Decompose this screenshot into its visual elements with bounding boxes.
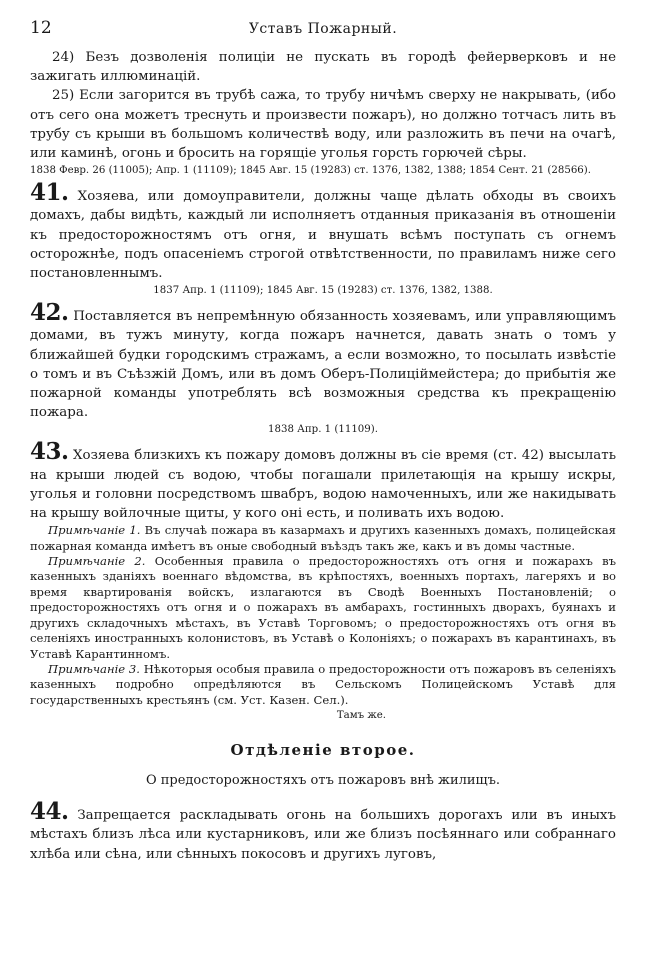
item-25: 25) Если загорится въ трубѣ сажа, то трубу ничѣмъ сверху не накрывать, (ибо отъ сего она можетъ треснуть и произвести пожаръ), но должно тотчасъ лить въ трубу съ крыши въ большомъ количествѣ воду, или разложить въ печи на очагѣ, или каминѣ, огонь и бросить на горящіе уголья горсть горючей сѣры. <box>30 88 616 162</box>
note-text: Въ случаѣ пожара въ казармахъ и другихъ казенныхъ домахъ, полицейская пожарная команда имѣетъ въ оные свободный въѣздъ такъ же, какъ и въ домы частные. <box>30 523 616 553</box>
note-3 <box>30 662 616 708</box>
article-number: 42. <box>30 299 69 327</box>
note-text: Особенныя правила о предосторожностяхъ отъ огня и пожарахъ въ казенныхъ зданіяхъ военнаго вѣдомства, въ крѣпостяхъ, военныхъ портахъ, лагеряхъ и во время квартированія войскъ, излагаются въ Сводѣ Военныхъ Постановленій; о предосторожностяхъ отъ огня и о пожарахъ въ амбарахъ, гостинныхъ дворахъ, буянахъ и другихъ складочныхъ мѣстахъ, въ Уставѣ Торговомъ; о предосторожностяхъ отъ огня въ селеніяхъ иностранныхъ колонистовъ, въ Уставѣ о Колоніяхъ; о пожарахъ въ карантинахъ, въ Уставѣ Карантинномъ. <box>30 554 617 661</box>
note-label: Примѣчаніе 2. <box>48 554 146 569</box>
article-number: 43. <box>30 438 69 466</box>
running-title: Уставъ Пожарный. <box>248 21 398 37</box>
note-text: Нѣкоторыя особыя правила о предосторожности отъ пожаровъ въ селеніяхъ казенныхъ подробно опредѣляются въ Сельскомъ Полицейскомъ Уставѣ для государственныхъ крестьянъ (см. Уст. Казен. Сел.). <box>30 661 616 707</box>
note-label: Примѣчаніе 3. <box>48 661 140 676</box>
article-citation: 1837 Апр. 1 (11109); 1845 Авг. 15 (19283) ст. 1376, 1382, 1388. <box>153 285 493 297</box>
page-header <box>30 18 616 48</box>
article-number: 44. <box>30 798 69 826</box>
article-citation: 1838 Апр. 1 (11109). <box>268 424 378 436</box>
article-text: Хозяева близкихъ къ пожару домовъ должны въ сіе время (ст. 42) высылать на крыши людей съ водою, чтобы погашали прилетающія на крышу искры, уголья и головни посредствомъ швабръ, водою намоченныхъ, или же накидывать на крышу войлочные щиты, у кого оні есть, и поливать ихъ водою. <box>30 448 616 522</box>
page-number: 12 <box>30 18 52 38</box>
note-1 <box>30 523 616 554</box>
note-2 <box>30 554 616 662</box>
note-label: Примѣчаніе 1. <box>48 523 141 538</box>
article-text: Запрещается раскладывать огонь на большихъ дорогахъ или въ иныхъ мѣстахъ близъ лѣса или кустарниковъ, или же близъ посѣяннаго или собраннаго хлѣба или сѣна, или сѣнныхъ покосовъ и другихъ луговъ, <box>30 808 616 862</box>
article-number: 41. <box>30 179 69 207</box>
article-44 <box>30 798 616 864</box>
article-text: Хозяева, или домоуправители, должны чаще дѣлать обходы въ своихъ домахъ, дабы видѣть, каждый ли исполняетъ отданныя приказанія въ отношеніи къ предосторожностямъ отъ огня, и внушать всѣмъ поступать съ огнемъ осторожнѣе, подъ опасеніемъ строгой отвѣтственности, по правиламъ ниже сего постановленнымъ. <box>30 189 616 282</box>
section-title: Отдѣленіе второе. <box>230 741 416 760</box>
note-3-citation: Тамъ же. <box>336 710 386 722</box>
article-43 <box>30 438 616 523</box>
article-41 <box>30 179 616 297</box>
article-42 <box>30 299 617 436</box>
item-25-citation: 1838 Февр. 26 (11005); Апр. 1 (11109); 1845 Авг. 15 (19283) ст. 1376, 1382, 1388; 1854 Сент. 21 (28566). <box>30 165 591 177</box>
item-24: 24) Безъ дозволенія полиціи не пускать въ городѣ фейерверковъ и не зажигать иллюминацій. <box>30 50 616 85</box>
article-text: Поставляется въ непремѣнную обязанность хозяевамъ, или управляющимъ домами, въ тужъ минуту, когда пожаръ начнется, давать знать о томъ у ближайшей будки городскимъ стражамъ, а если возможно, то посылать извѣстіе о томъ и въ Съѣзжій Домъ, или въ домъ Оберъ-Полиціймейстера; до прибытія же пожарной команды употреблять всѣ возможныя средства къ прекращенію пожара. <box>30 309 617 421</box>
section-subtitle: О предосторожностяхъ отъ пожаровъ внѣ жилищъ. <box>145 773 501 789</box>
